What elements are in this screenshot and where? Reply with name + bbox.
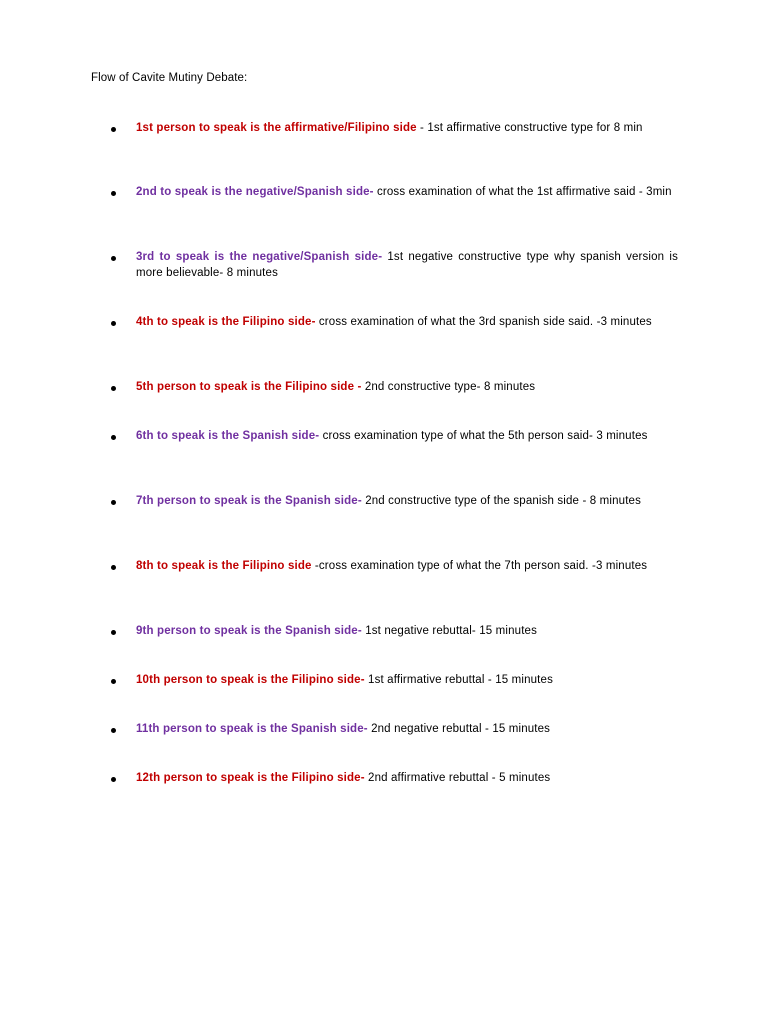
speaker-lead: 8th to speak is the Filipino side [136,560,312,572]
list-item-text [136,493,678,509]
speaker-lead: 11th person to speak is the Spanish side- [136,723,368,735]
list-item-text [136,721,678,737]
list-item-text [136,120,678,136]
bullet-icon [111,191,116,196]
speaker-detail: cross examination type of what the 5th person said- 3 minutes [319,430,648,442]
speaker-detail: 1st negative constructive type why spanish version is more believable- 8 minutes [136,251,679,279]
list-item-text [136,314,678,330]
speaker-detail: 1st negative rebuttal- 15 minutes [361,625,537,637]
bullet-icon [111,127,116,132]
list-item-text [136,249,678,281]
bullet-icon [111,630,116,635]
bullet-icon [111,435,116,440]
speaker-detail: 2nd negative rebuttal - 15 minutes [367,723,551,735]
bullet-icon [111,565,116,570]
list-item-text [136,672,678,688]
speaker-lead: 10th person to speak is the Filipino side- [136,674,365,686]
speaker-lead: 4th to speak is the Filipino side- [136,316,316,328]
speaker-detail: 2nd constructive type- 8 minutes [361,381,536,393]
speaker-lead: 3rd to speak is the negative/Spanish side- [136,251,383,263]
list-item-text [136,558,678,574]
speaker-detail: - 1st affirmative constructive type for 8 min [420,122,643,134]
list-item-text [136,379,678,395]
list-item-text [136,428,678,444]
bullet-icon [111,679,116,684]
list-item-text [136,623,678,639]
speaker-lead: 1st person to speak is the affirmative/Filipino side [136,122,421,134]
speaker-detail: cross examination of what the 1st affirmative said - 3min [373,186,672,198]
speaker-lead: 9th person to speak is the Spanish side- [136,625,362,637]
speaker-detail: 1st affirmative rebuttal - 15 minutes [364,674,553,686]
speaker-detail: 2nd affirmative rebuttal - 5 minutes [364,772,551,784]
bullet-icon [111,777,116,782]
speaker-lead: 7th person to speak is the Spanish side- [136,495,362,507]
bullet-icon [111,500,116,505]
speaker-detail: 2nd constructive type of the spanish side - 8 minutes [361,495,641,507]
bullet-icon [111,256,116,261]
list-item-text [136,770,678,786]
speaker-lead: 6th to speak is the Spanish side- [136,430,320,442]
speaker-lead: 5th person to speak is the Filipino side - [136,381,362,393]
speaker-lead: 2nd to speak is the negative/Spanish side- [136,186,374,198]
speaker-detail: cross examination of what the 3rd spanish side said. -3 minutes [315,316,652,328]
speaker-lead: 12th person to speak is the Filipino side- [136,772,365,784]
document-title: Flow of Cavite Mutiny Debate: [91,72,248,84]
speaker-detail: -cross examination type of what the 7th person said. -3 minutes [311,560,648,572]
bullet-icon [111,728,116,733]
bullet-icon [111,386,116,391]
bullet-icon [111,321,116,326]
list-item-text [136,184,678,200]
